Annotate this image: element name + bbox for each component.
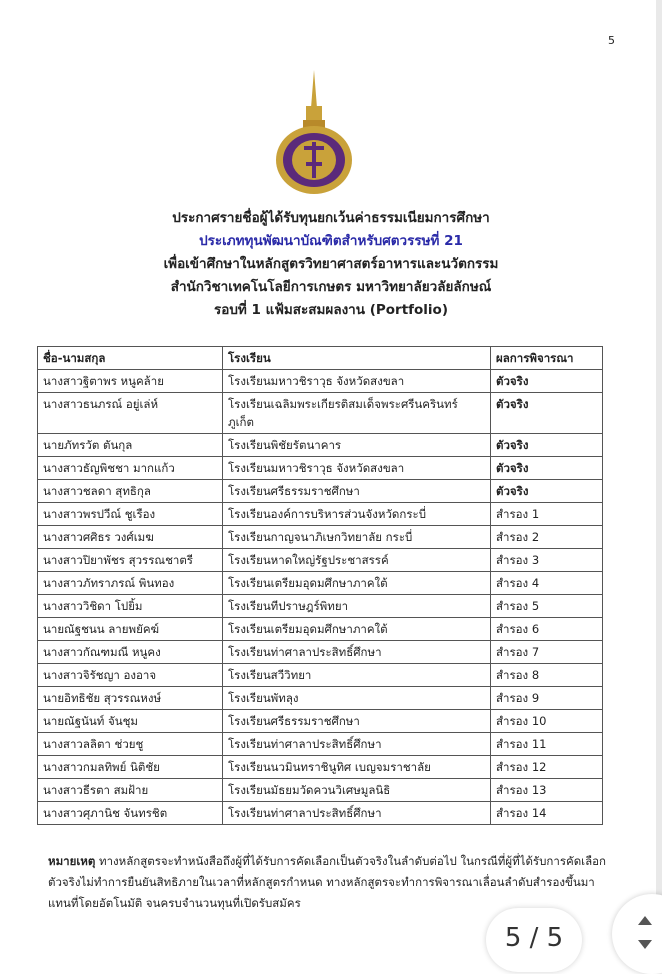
cell-name: นายณัฐนันท์ จันชุม [38,710,223,733]
cell-result: ตัวจริง [491,480,603,503]
footnote-text: ทางหลักสูตรจะทำหนังสือถึงผู้ที่ได้รับการคัดเลือกเป็นตัวจริงในลำดับต่อไป ในกรณีที่ผู้ที่ได้รับการคัดเลือกตัวจริงไม่ทำการยืนยันสิทธิภายในเวลาที่หลักสูตรกำหนด ทางหลักสูตรจะทำการพิจารณาเลื่อนลำดับสำรองขึ้นมาแทนที่โดยอัตโนมัติ จนครบจำนวนทุนที่เปิดรับสมัคร [48,854,607,910]
table-row [38,526,603,549]
cell-result: ตัวจริง [491,370,603,393]
cell-result: สำรอง 12 [491,756,603,779]
table-row [38,370,603,393]
cell-school: โรงเรียนมหาวชิราวุธ จังหวัดสงขลา [223,457,491,480]
cell-name: นางสาวกัณฑมณี หนูคง [38,641,223,664]
table-row [38,434,603,457]
cell-name: นายณัฐชนน ลายพยัคฆ์ [38,618,223,641]
cell-name: นายอิทธิชัย สุวรรณหงษ์ [38,687,223,710]
cell-school: โรงเรียนหาดใหญ่รัฐประชาสรรค์ [223,549,491,572]
table-row [38,549,603,572]
page-indicator: 5 / 5 [486,908,582,972]
university-emblem [270,68,358,198]
cell-name: นางสาวชลดา สุทธิกุล [38,480,223,503]
cell-result: สำรอง 2 [491,526,603,549]
header-school: โรงเรียน [223,347,491,370]
cell-result: สำรอง 4 [491,572,603,595]
table-row [38,595,603,618]
cell-name: นางสาววิชิดา โปยิ้ม [38,595,223,618]
cell-school: โรงเรียนท่าศาลาประสิทธิ์ศึกษา [223,733,491,756]
header-name: ชื่อ-นามสกุล [38,347,223,370]
table-row [38,756,603,779]
table-header-row [38,347,603,370]
footnote-label: หมายเหตุ [48,854,96,868]
cell-result: สำรอง 6 [491,618,603,641]
cell-school: โรงเรียนศรีธรรมราชศึกษา [223,480,491,503]
title-line-5: รอบที่ 1 แฟ้มสะสมผลงาน (Portfolio) [214,302,448,318]
cell-school: โรงเรียนนวมินทราชินูทิศ เบญจมราชาลัย [223,756,491,779]
table-row [38,457,603,480]
page-scroll-button[interactable] [612,894,662,974]
table-row [38,733,603,756]
cell-result: สำรอง 1 [491,503,603,526]
cell-name: นางสาวธัญพิชชา มากแก้ว [38,457,223,480]
cell-name: นางสาวศุภานิช จันทรชิต [38,802,223,825]
cell-school: โรงเรียนมหาวชิราวุธ จังหวัดสงขลา [223,370,491,393]
table-row [38,393,603,434]
table-row [38,664,603,687]
cell-school: โรงเรียนเตรียมอุดมศึกษาภาคใต้ [223,618,491,641]
cell-school: โรงเรียนเฉลิมพระเกียรติสมเด็จพระศรีนครินทร์ ภูเก็ต [223,393,491,434]
cell-name: นางสาวพรปวีณ์ ชูเรือง [38,503,223,526]
table-row [38,618,603,641]
cell-school: โรงเรียนเตรียมอุดมศึกษาภาคใต้ [223,572,491,595]
cell-name: นางสาวภัทราภรณ์ พินทอง [38,572,223,595]
table-row [38,480,603,503]
cell-school: โรงเรียนท่าศาลาประสิทธิ์ศึกษา [223,802,491,825]
cell-result: สำรอง 3 [491,549,603,572]
cell-school: โรงเรียนสวีวิทยา [223,664,491,687]
header-result: ผลการพิจารณา [491,347,603,370]
title-line-4: สำนักวิชาเทคโนโลยีการเกษตร มหาวิทยาลัยวลัยลักษณ์ [170,279,492,295]
cell-result: สำรอง 5 [491,595,603,618]
table-row [38,641,603,664]
cell-result: สำรอง 13 [491,779,603,802]
cell-name: นางสาวลลิตา ช่วยชู [38,733,223,756]
cell-school: โรงเรียนกาญจนาภิเษกวิทยาลัย กระบี่ [223,526,491,549]
cell-school: โรงเรียนศรีธรรมราชศึกษา [223,710,491,733]
cell-name: นางสาวฐิตาพร หนูคล้าย [38,370,223,393]
cell-result: สำรอง 11 [491,733,603,756]
viewer-edge [656,0,662,960]
cell-name: นายภัทรวัต ตันกุล [38,434,223,457]
cell-school: โรงเรียนมัธยมวัดควนวิเศษมูลนิธิ [223,779,491,802]
cell-school: โรงเรียนองค์การบริหารส่วนจังหวัดกระบี่ [223,503,491,526]
title-line-3: เพื่อเข้าศึกษาในหลักสูตรวิทยาศาสตร์อาหารและนวัตกรรม [163,256,499,272]
cell-result: สำรอง 10 [491,710,603,733]
cell-result: สำรอง 9 [491,687,603,710]
cell-school: โรงเรียนพิชัยรัตนาคาร [223,434,491,457]
cell-school: โรงเรียนท่าศาลาประสิทธิ์ศึกษา [223,641,491,664]
footnote [48,851,608,914]
cell-result: ตัวจริง [491,457,603,480]
table-row [38,572,603,595]
cell-result: สำรอง 7 [491,641,603,664]
arrow-up-icon[interactable] [638,916,652,925]
cell-name: นางสาวปิยาพัชร สุวรรณชาตรี [38,549,223,572]
table-row [38,687,603,710]
cell-result: สำรอง 8 [491,664,603,687]
cell-name: นางสาวกมลทิพย์ นิติชัย [38,756,223,779]
title-line-1: ประกาศรายชื่อผู้ได้รับทุนยกเว้นค่าธรรมเนียมการศึกษา [172,210,490,226]
cell-result: ตัวจริง [491,434,603,457]
cell-school: โรงเรียนพัทลุง [223,687,491,710]
cell-result: สำรอง 14 [491,802,603,825]
table-row [38,503,603,526]
table-row [38,779,603,802]
cell-name: นางสาวธีรตา สมฝ้าย [38,779,223,802]
arrow-down-icon[interactable] [638,940,652,949]
table-row [38,710,603,733]
results-table [37,346,603,825]
cell-name: นางสาวจิรัชญา องอาจ [38,664,223,687]
document-title [0,207,662,322]
cell-result: ตัวจริง [491,393,603,434]
cell-name: นางสาวธนภรณ์ อยู่เล่ห์ [38,393,223,434]
page-number: 5 [608,34,615,47]
cell-school: โรงเรียนทีปราษฎร์พิทยา [223,595,491,618]
cell-name: นางสาวศศิธร วงศ์เมฆ [38,526,223,549]
table-row [38,802,603,825]
title-line-2: ประเภททุนพัฒนาบัณฑิตสำหรับศตวรรษที่ 21 [199,233,463,249]
